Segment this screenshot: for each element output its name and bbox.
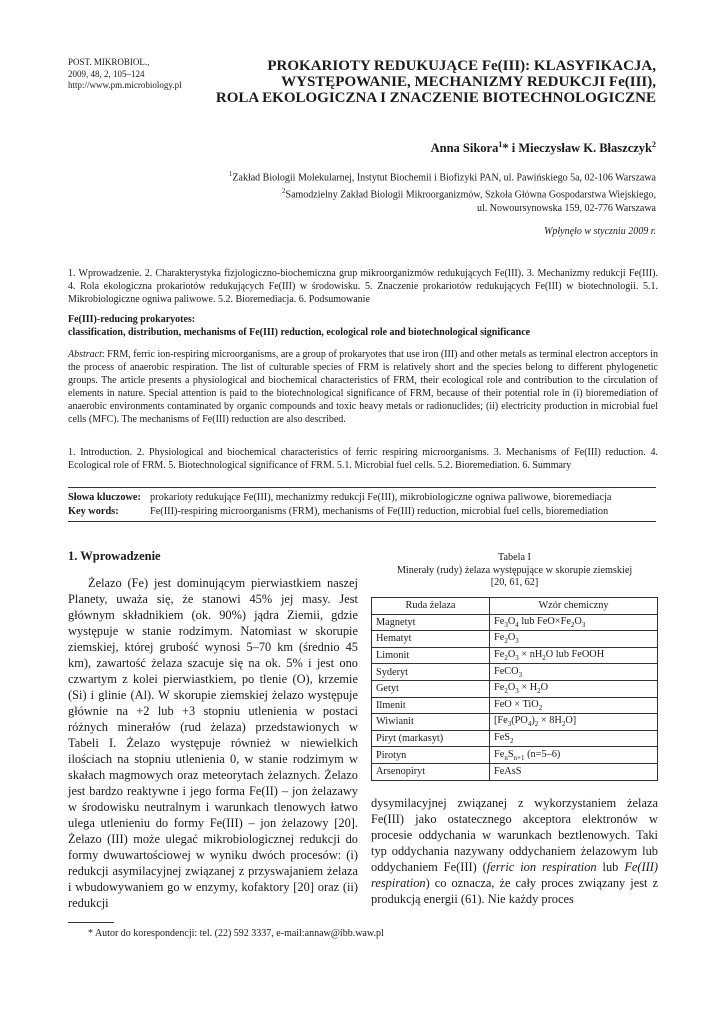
abstract	[68, 348, 658, 426]
table-row	[372, 614, 658, 631]
abstract-text: : FRM, ferric ion-respiring microorganisms, are a group of prokaryotes that use iron (III) and other metals as terminal electron acceptors in the process of anaerobic respiration. The list of culturable species of FRM is relatively short and the species belong to different phylogenetic groups. The article presents a physiological and biochemical characteristics of FRM, their ecological role and contribution to the circulation of elements in nature. Special attention is paid to the biotechnological significance of FRM, because of their potential role in (i) bioremediation of anaerobic environments contaminated by organic compounds and toxic heavy metals or radionuclides; (ii) electricity production in microbial fuel cells (MFC). The mechanisms of Fe(III) reduction are also described.	[68, 349, 658, 425]
mineral-name: Wiwianit	[372, 714, 490, 731]
corresponding-mark: *	[502, 141, 509, 156]
intro-paragraph-2	[371, 795, 658, 907]
abstract-label: Abstract	[68, 349, 102, 360]
paragraph-2-part-e: ) co oznacza, że cały proces związany jest z produkcją energii (61). Nie każdy proces	[371, 876, 658, 906]
footnote: * Autor do korespondencji: tel. (22) 592 3337, e-mail:annaw@ibb.waw.pl	[88, 928, 384, 939]
author-2-sup: 2	[652, 140, 656, 149]
title-line-1: PROKARIOTY REDUKUJĄCE Fe(III): KLASYFIKACJA,	[267, 58, 656, 74]
keywords-polish-text: prokarioty redukujące Fe(III), mechanizmy redukcji Fe(III), mikrobiologiczne ogniwa paliwowe, bioremediacja	[150, 492, 612, 503]
table-row	[372, 631, 658, 648]
toc-english: 1. Introduction. 2. Physiological and biochemical characteristics of ferric respiring microorganisms. 3. Mechanisms of Fe(III) reduction. 4. Ecological role of FRM. 5. Biotechnological significance of FRM. 5.1. Microbial fuel cells. 5.2. Bioremediation. 6. Summary	[68, 447, 658, 471]
intro-paragraph-1: Żelazo (Fe) jest dominującym pierwiastkiem naszej Planety, uważa się, że stanowi 45% jej masy. Jest głównym składnikiem (ok. 90%) jądra Ziemii, gdzie występuje w stanie rodzimym. Natomiast w skorupie ziemskiej, której grubość wynosi 5–70 km (średnio 45 km), zawartość żelaza szacuje się na ok. 5% i jest ono czwartym z kolei pierwiastkiem, po tlenie (O), krzemie (Si) i glinie (Al). W skorupie ziemskiej żelazo występuje głównie na +2 lub +3 stopniu utlenienia w postaci różnych minerałów (rud żelaza) przedstawionych w Tabeli I. Żelazo występuje również w niewielkich ilościach na stopniu utlenienia 0, w stanie rodzimym w skałach magmowych oraz meteorytach żelaznych. Żelazo jest bardzo reaktywne i jego forma Fe(II) – jon żelazawy w środowisku neutralnym i warunkach tlenowych łatwo ulega utlenieniu do formy Fe(III) – jon żelazowy [20]. Żelazo (III) może ulegać mikrobiologicznej redukcji do formy dwuwartościowej w wyniku dwóch procesów: (i) redukcji asymilacyjnej związanej z przyswajaniem żelaza i wbudowywaniem go w enzymy, kofaktory [20] oraz (ii) redukcji	[68, 576, 358, 910]
paragraph-2-part-c: lub	[596, 860, 625, 874]
journal-volume: 2009, 48, 2, 105–124	[68, 68, 145, 79]
mineral-formula: FeCO$_3$	[490, 664, 658, 681]
affiliation-1	[156, 168, 656, 185]
table-caption-title: Minerały (rudy) żelaza występujące w skorupie ziemskiej	[396, 564, 633, 576]
affiliation-2-line-1: Samodzielny Zakład Biologii Mikroorganizmów, Szkoła Główna Gospodarstwa Wiejskiego,	[285, 189, 656, 201]
keywords-english-label: Key words:	[68, 505, 119, 517]
authors	[431, 140, 656, 156]
mineral-formula: FeAsS	[490, 763, 658, 780]
section-heading: 1. Wprowadzenie	[68, 549, 161, 563]
keywords-english	[68, 505, 658, 519]
mineral-formula: $Fe_2O_3 \times H_2O$	[490, 680, 658, 697]
author-1: Anna Sikora	[430, 141, 499, 156]
affiliation-2-line-2: ul. Nowoursynowska 159, 02-776 Warszawa	[477, 202, 656, 214]
mineral-formula: $[Fe_3(PO_4)_2 \times 8H_2O]$	[490, 714, 658, 731]
title-line-2: WYSTĘPOWANIE, MECHANIZMY REDUKCJI Fe(III),	[281, 74, 656, 90]
keywords-top-rule	[68, 487, 656, 488]
table-row	[372, 747, 658, 764]
table-row	[372, 697, 658, 714]
keywords-polish-label: Słowa kluczowe:	[68, 492, 141, 503]
table-caption-number: Tabela I	[498, 552, 531, 563]
title-line-3: ROLA EKOLOGICZNA I ZNACZENIE BIOTECHNOLOGICZNE	[215, 90, 656, 106]
english-title	[68, 313, 658, 339]
author-2: Mieczysław K. Błaszczyk	[518, 141, 652, 156]
table-row	[372, 647, 658, 664]
affiliation-2-num: 2	[282, 186, 286, 195]
minerals-table	[371, 597, 658, 781]
toc-polish: 1. Wprowadzenie. 2. Charakterystyka fizjologiczno-biochemiczna grup mikroorganizmów redukujących Fe(III). 3. Mechanizmy redukcji Fe(III). 4. Rola ekologiczna prokariotów redukujących Fe(III) w środowisku. 5. Znaczenie prokariotów redukujących Fe(III) w biotechnologii. 5.1. Mikrobiologiczne ogniwa paliwowe. 5.2. Bioremediacja. 6. Podsumowanie	[68, 268, 658, 305]
affiliation-1-num: 1	[228, 170, 233, 178]
paragraph-2-term-1: ferric ion respiration	[486, 860, 597, 874]
table-row	[372, 763, 658, 780]
affiliation-2	[156, 185, 656, 202]
paragraph-2-part-a: dysymilacyjnej związanej z wykorzystaniem żelaza Fe(III) jako ostatecznego akceptora elektronów w procesie oddychania w warunkach beztlenowych. Taki typ oddychania nazywany oddychaniem żelazowym lub oddychaniem Fe(III) (	[371, 796, 658, 874]
mineral-name: Piryt (markasyt)	[372, 730, 490, 747]
table-row	[372, 730, 658, 747]
mineral-name: Arsenopiryt	[372, 763, 490, 780]
footnote-rule	[68, 922, 114, 923]
keywords-polish	[68, 491, 658, 505]
received-date: Wpłynęło w styczniu 2009 r.	[544, 226, 656, 237]
mineral-name: Pirotyn	[372, 747, 490, 764]
article-title	[186, 58, 656, 106]
mineral-name: Getyt	[372, 680, 490, 697]
affiliation-1-text: Zakład Biologii Molekularnej, Instytut Biochemii i Biofizyki PAN, ul. Pawińskiego 5a, 02-106 Warszawa	[232, 172, 656, 184]
table-caption	[371, 552, 658, 590]
table-row	[372, 680, 658, 697]
mineral-name: Magnetyt	[372, 614, 490, 631]
mineral-formula: $Fe_nS_{n+1}$ (n=5–6)	[490, 747, 658, 764]
table-header-formula: Wzór chemiczny	[490, 598, 658, 615]
mineral-name: Syderyt	[372, 664, 490, 681]
english-title-line-2: classification, distribution, mechanisms of Fe(III) reduction, ecological role and biotechnological significance	[68, 327, 531, 338]
mineral-formula: $Fe_2O_3 \times nH_2O$ lub FeOOH	[490, 647, 658, 664]
journal-name: POST. MIKROBIOL.,	[68, 57, 150, 67]
table-caption-refs: [20, 61, 62]	[490, 577, 539, 588]
keywords-english-text: Fe(III)-respiring microorganisms (FRM), mechanisms of Fe(III) reduction, microbial fuel cells, bioremediation	[150, 505, 609, 517]
mineral-formula: FeS$_2$	[490, 730, 658, 747]
keywords-block	[68, 491, 658, 518]
author-connector: i	[511, 141, 516, 156]
mineral-name: Limonit	[372, 647, 490, 664]
keywords-bottom-rule	[68, 521, 656, 522]
mineral-name: Hematyt	[372, 631, 490, 648]
journal-url[interactable]: http://www.pm.microbiology.pl	[68, 80, 182, 90]
table-header-ore: Ruda żelaza	[372, 598, 490, 615]
table-header-row	[372, 598, 658, 615]
english-title-line-1: Fe(III)-reducing prokaryotes:	[68, 314, 196, 325]
journal-info	[68, 57, 182, 92]
author-1-sup: 1	[498, 140, 503, 149]
mineral-name: Ilmenit	[372, 697, 490, 714]
mineral-formula: $Fe_3O_4$ lub $FeO\times Fe_2O_3$	[490, 614, 658, 631]
paragraph-2-term-2: Fe(III) respiration	[371, 860, 659, 890]
affiliations	[156, 168, 656, 215]
mineral-formula: $Fe_2O_3$	[490, 631, 658, 648]
mineral-formula: FeO × TiO$_2$	[490, 697, 658, 714]
table-row	[372, 664, 658, 681]
table-row	[372, 714, 658, 731]
